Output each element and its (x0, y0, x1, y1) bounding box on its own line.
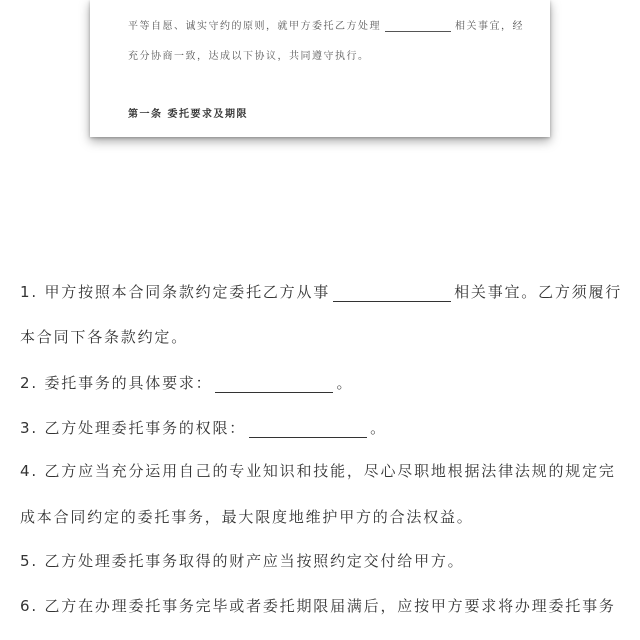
clause-1-continued: 本合同下各条款约定。 (20, 328, 189, 346)
clause-2 (20, 372, 625, 393)
clause-3-text: 3. 乙方处理委托事务的权限： (20, 419, 247, 437)
clause-1-blank-field (333, 287, 451, 302)
clause-4-continued: 成本合同约定的委托事务，最大限度地维护甲方的合法权益。 (20, 508, 474, 526)
clause-5: 5. 乙方处理委托事务取得的财产应当按照约定交付给甲方。 (20, 552, 465, 570)
clause-4: 4. 乙方应当充分运用自己的专业知识和技能，尽心尽职地根据法律法规的规定完 (20, 462, 616, 480)
clause-2-blank-field (215, 378, 333, 393)
preview-line-2: 充分协商一致，达成以下协议，共同遵守执行。 (128, 51, 370, 62)
clause-3-period: 。 (370, 419, 387, 437)
preview-line-1-text-a: 平等自愿、诚实守约的原则，就甲方委托乙方处理 (128, 21, 381, 32)
preview-line-1-text-b: 相关事宜，经 (455, 21, 524, 32)
clause-2-period: 。 (336, 374, 354, 392)
preview-section-heading: 第一条 委托要求及期限 (128, 109, 248, 120)
clause-6: 6. 乙方在办理委托事务完毕或者委托期限届满后，应按甲方要求将办理委托事务 (20, 597, 616, 615)
clause-3-blank-field (249, 423, 367, 438)
clause-1 (20, 281, 625, 302)
clause-1-text-b: 相关事宜。乙方须履行 (454, 283, 623, 301)
clause-2-text: 2. 委托事务的具体要求： (20, 374, 213, 392)
document-preview-card (90, 0, 550, 137)
preview-blank-field (385, 21, 451, 32)
clause-3 (20, 417, 625, 438)
preview-line-1 (128, 17, 524, 32)
clause-1-text-a: 1. 甲方按照本合同条款约定委托乙方从事 (20, 283, 331, 301)
